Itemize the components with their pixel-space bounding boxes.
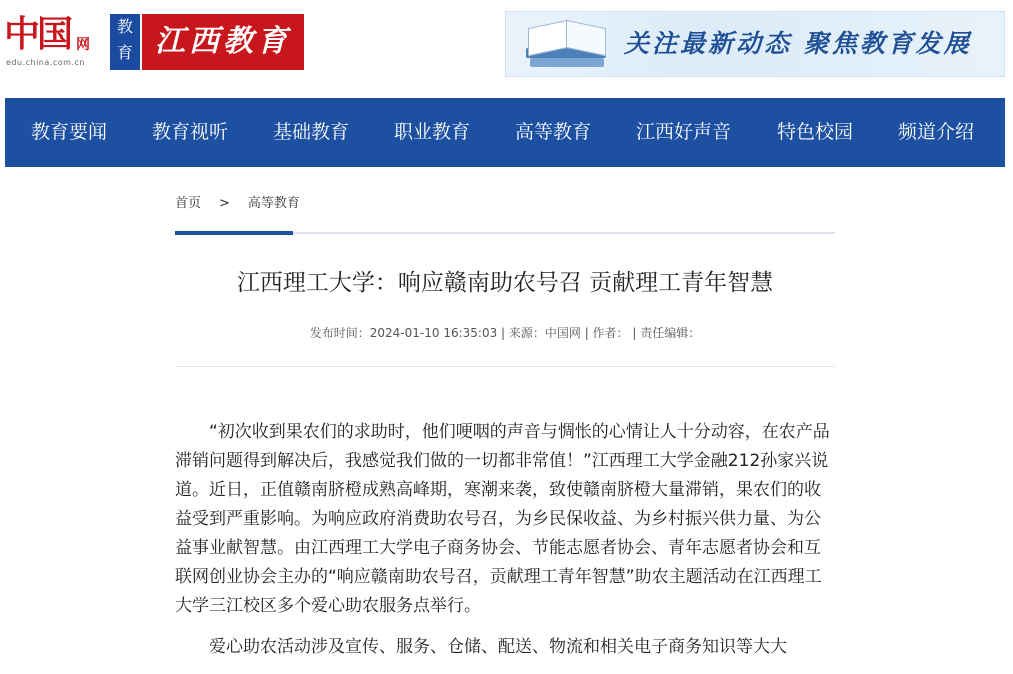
article-paragraph: 爱心助农活动涉及宣传、服务、仓储、配送、物流和相关电子商务知识等大大: [209, 637, 787, 657]
nav-item-zhiye-jiaoyu[interactable]: 职业教育: [394, 121, 471, 143]
site-header: [0, 0, 1013, 85]
logo-url-text: edu.china.com.cn: [6, 58, 85, 67]
nav-item-jiaoyu-shiting[interactable]: 教育视听: [152, 121, 229, 143]
article-title: 江西理工大学：响应赣南助农号召 贡献理工青年智慧: [236, 270, 774, 296]
breadcrumb: [175, 192, 300, 211]
banner-slogan: 关注最新动态 聚焦教育发展: [624, 29, 972, 58]
nav-item-jichu-jiaoyu[interactable]: 基础教育: [273, 121, 350, 143]
nav-item-jiaoyu-yaowen[interactable]: 教育要闻: [31, 121, 108, 143]
edu-label[interactable]: 教育: [110, 14, 140, 70]
article-meta: 发布时间：2024-01-10 16:35:03 | 来源：中国网 | 作者： | 责任编辑：: [309, 326, 701, 340]
article-paragraph: “初次收到果农们的求助时，他们哽咽的声音与惆怅的心情让人十分动容，在农产品滞销问题得到解决后，我感觉我们做的一切都非常值！”江西理工大学金融212孙家兴说道。近日，正值赣南脐橙成熟高峰期，寒潮来袭，致使赣南脐橙大量滞销，果农们的收益受到严重影响。为响应政府消费助农号召，为乡民保收益、为乡村振兴供力量、为公益事业献智慧。由江西理工大学电子商务协会、节能志愿者协会、青年志愿者协会和互联网创业协会主办的“响应赣南助农号召，贡献理工青年智慧”助农主题活动在江西理工大学三江校区多个爱心助农服务点举行。: [175, 422, 830, 616]
china-com-logo[interactable]: [4, 12, 110, 70]
channel-label[interactable]: 江西教育: [142, 14, 304, 70]
nav-item-jiangxi-hao-shengyin[interactable]: 江西好声音: [636, 121, 732, 143]
logo-china-text: 中国: [4, 13, 71, 55]
site-logo[interactable]: [4, 12, 304, 70]
breadcrumb-current[interactable]: 高等教育: [247, 196, 300, 211]
breadcrumb-divider-accent: [175, 231, 293, 235]
nav-item-tese-xiaoyuan[interactable]: 特色校园: [777, 121, 854, 143]
nav-item-pindao-jieshao[interactable]: 频道介绍: [898, 121, 975, 143]
main-nav: [5, 98, 1005, 167]
logo-wang-text: 网: [76, 37, 90, 53]
nav-item-gaodeng-jiaoyu[interactable]: 高等教育: [515, 121, 592, 143]
open-book-icon: [520, 18, 612, 72]
header-banner: [505, 11, 1005, 77]
breadcrumb-separator: >: [219, 196, 230, 211]
breadcrumb-home[interactable]: 首页: [175, 196, 202, 211]
article-body: [175, 418, 830, 674]
meta-divider: [175, 366, 835, 367]
